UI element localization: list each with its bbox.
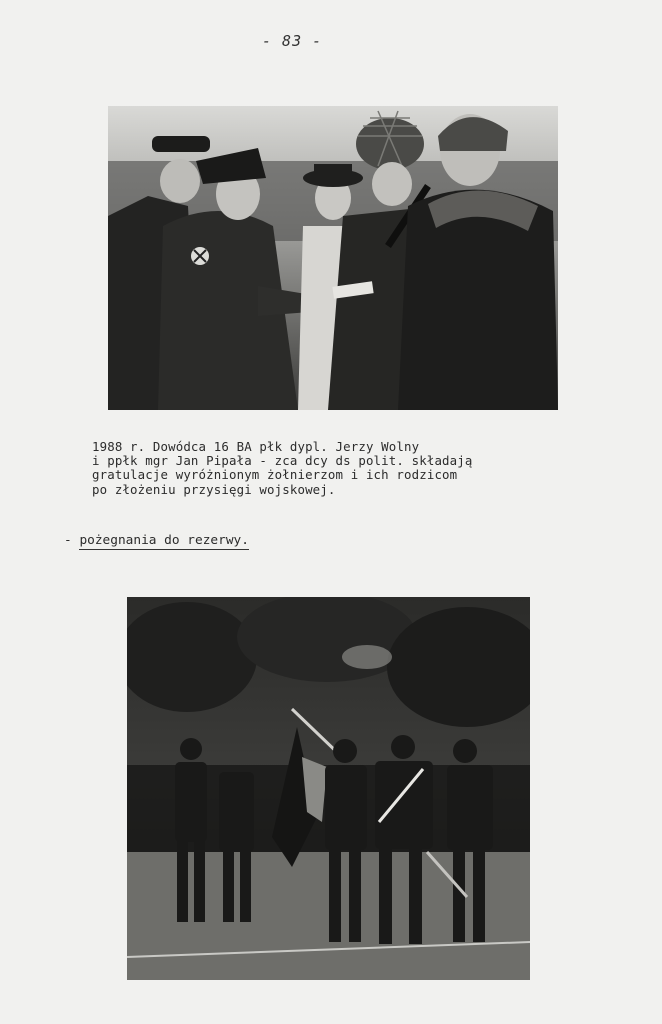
page-number: - 83 - (262, 32, 323, 50)
caption-line: i ppłk mgr Jan Pipała - zca dcy ds polit. składają (92, 453, 473, 469)
caption-line: 1988 r. Dowódca 16 BA płk dypl. Jerzy Wolny (92, 439, 420, 454)
photo-officers-congratulating (108, 106, 558, 410)
list-item-text: pożegnania do rezerwy. (79, 533, 249, 548)
list-bullet: - (64, 533, 72, 548)
photo-flag-ceremony (127, 597, 530, 980)
caption-line: gratulacje wyróżnionym żołnierzom i ich rodzicom (92, 467, 458, 483)
caption-line: po złożeniu przysięgi wojskowej. (92, 481, 336, 497)
photo-caption (92, 440, 572, 497)
list-item (64, 533, 249, 548)
